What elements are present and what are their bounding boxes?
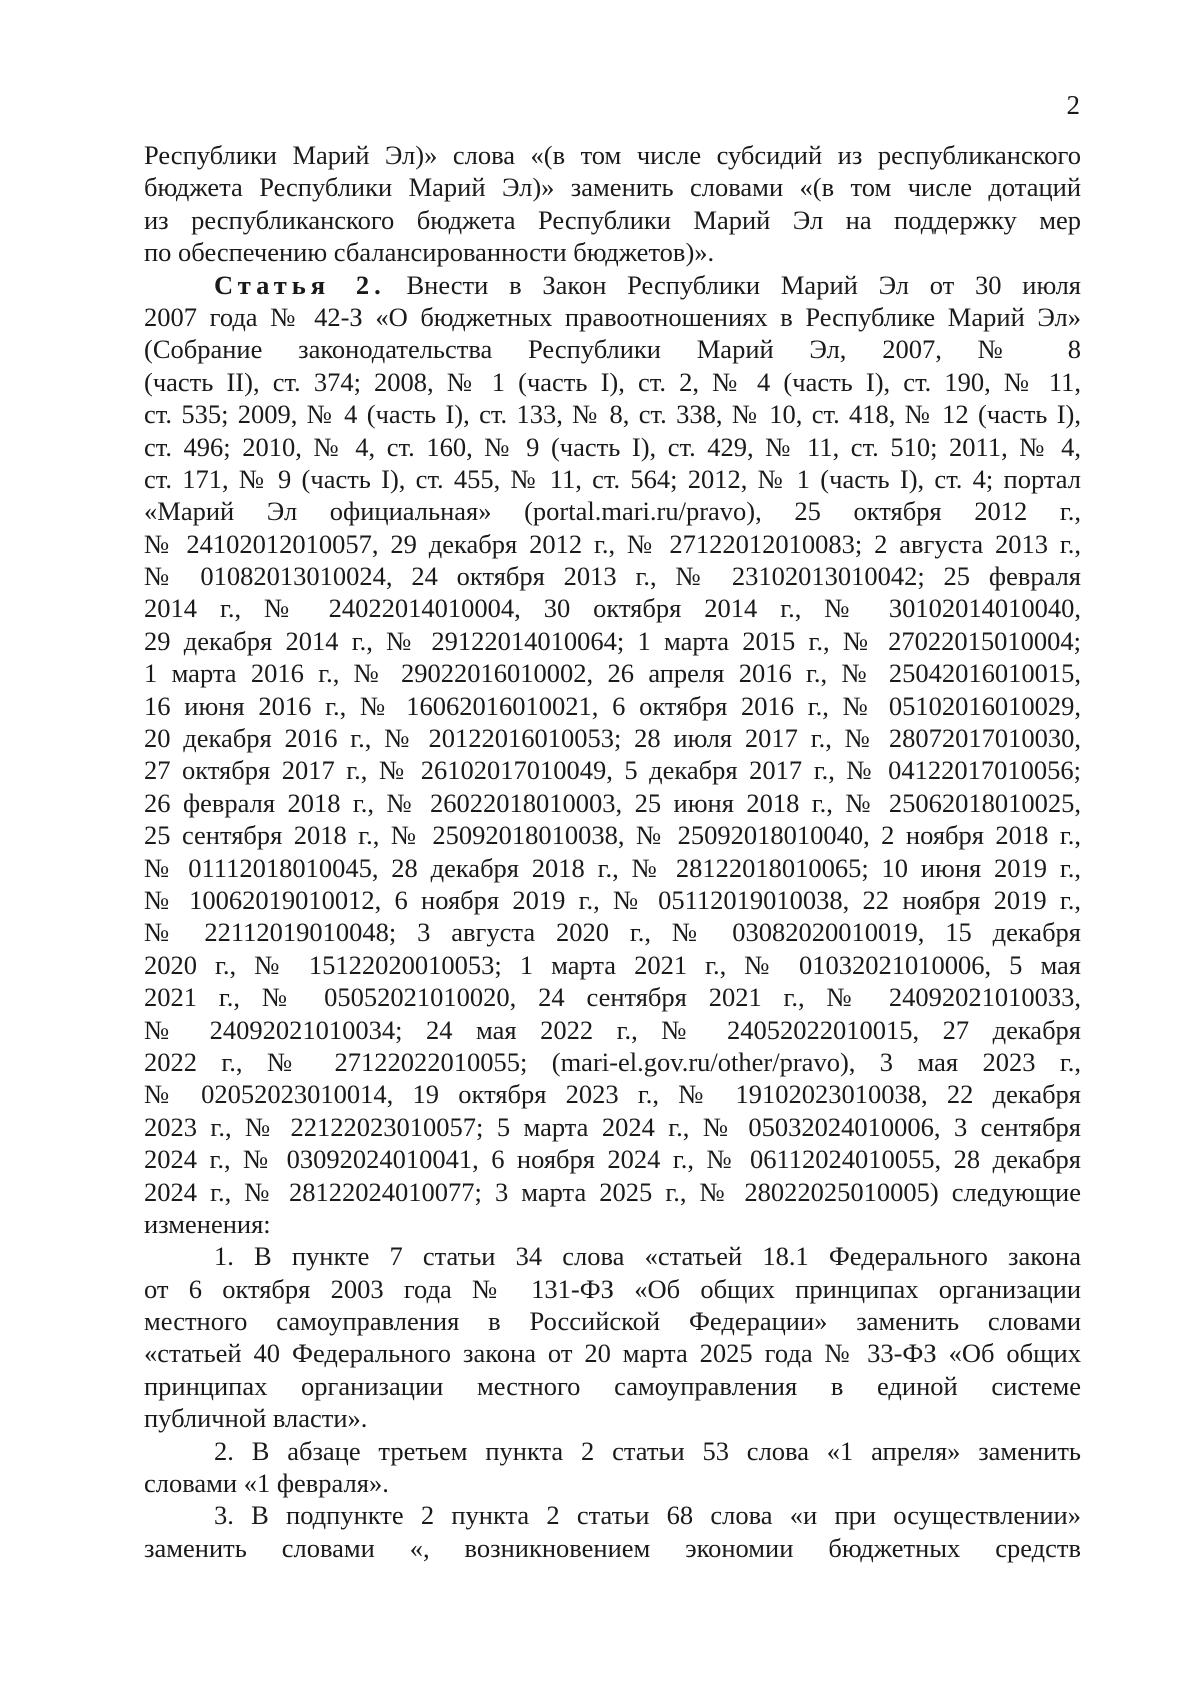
page-number: 2 [1066,90,1080,120]
text-line: словами «1 февраля». [144,1468,389,1499]
text-line: бюджета Республики Марий Эл)» заменить словами «(в том числе дотаций [144,172,1081,203]
item-1-line: 1. В пункте 7 статьи 34 слова «статьей 18.1 Федерального закона [214,1241,1081,1272]
text-line: 26 февраля 2018 г., № 26022018010003, 25 июня 2018 г., № 25062018010025, [144,787,1081,818]
text-line: публичной власти». [144,1403,368,1434]
text-line: из республиканского бюджета Республики Марий Эл на поддержку мер [144,204,1081,235]
text-line: Республики Марий Эл)» слова «(в том числе субсидий из республиканского [144,140,1081,170]
article-2-intro: Внести в Закон Республики Марий Эл от 30 июля [406,269,1081,300]
article-2-label: Статья 2. [214,269,386,300]
text-line: № 02052023010014, 19 октября 2023 г., № 19102023010038, 22 декабря [144,1079,1081,1110]
text-line: по обеспечению сбалансированности бюджетов)». [144,237,715,268]
article-2-heading-line [144,269,1081,301]
text-line: ст. 496; 2010, № 4, ст. 160, № 9 (часть I), ст. 429, № 11, ст. 510; 2011, № 4, [144,431,1081,462]
text-line: 2014 г., № 24022014010004, 30 октября 2014 г., № 30102014010040, [144,593,1081,624]
text-line: 25 сентября 2018 г., № 25092018010038, № 25092018010040, 2 ноября 2018 г., [144,820,1081,851]
text-line: № 01082013010024, 24 октября 2013 г., № 23102013010042; 25 февраля [144,561,1081,592]
text-line: 2023 г., № 22122023010057; 5 марта 2024 г., № 05032024010006, 3 сентября [144,1111,1081,1142]
text-line: 2020 г., № 15122020010053; 1 марта 2021 г., № 01032021010006, 5 мая [144,949,1081,980]
text-line: принципах организации местного самоуправления в единой системе [144,1370,1081,1401]
text-line: (часть II), ст. 374; 2008, № 1 (часть I), ст. 2, № 4 (часть I), ст. 190, № 11, [144,366,1081,397]
document-body [144,139,1081,1564]
text-line: (Собрание законодательства Республики Марий Эл, 2007, № 8 [144,334,1081,365]
text-line: «Марий Эл официальная» (portal.mari.ru/pravo), 25 октября 2012 г., [144,496,1081,527]
text-line: от 6 октября 2003 года № 131-ФЗ «Об общих принципах организации [144,1273,1081,1304]
text-line: № 01112018010045, 28 декабря 2018 г., № 28122018010065; 10 июня 2019 г., [144,852,1081,883]
item-2-line: 2. В абзаце третьем пункта 2 статьи 53 слова «1 апреля» заменить [214,1435,1081,1466]
text-line: 2022 г., № 27122022010055; (mari-el.gov.ru/other/pravo), 3 мая 2023 г., [144,1046,1081,1077]
text-line: ст. 171, № 9 (часть I), ст. 455, № 11, ст. 564; 2012, № 1 (часть I), ст. 4; портал [144,463,1081,494]
text-line: 29 декабря 2014 г., № 29122014010064; 1 марта 2015 г., № 27022015010004; [144,625,1081,656]
text-line: 2024 г., № 28122024010077; 3 марта 2025 г., № 28022025010005) следующие [144,1176,1081,1207]
text-line: 20 декабря 2016 г., № 20122016010053; 28 июля 2017 г., № 28072017010030, [144,723,1081,754]
text-line: № 24092021010034; 24 мая 2022 г., № 24052022010015, 27 декабря [144,1014,1081,1045]
text-line: ст. 535; 2009, № 4 (часть I), ст. 133, № 8, ст. 338, № 10, ст. 418, № 12 (часть I), [144,399,1081,430]
text-line: № 22112019010048; 3 августа 2020 г., № 03082020010019, 15 декабря [144,917,1081,948]
text-line: местного самоуправления в Российской Федерации» заменить словами [144,1306,1081,1337]
text-line: 27 октября 2017 г., № 26102017010049, 5 декабря 2017 г., № 04122017010056; [144,755,1081,786]
text-line: № 10062019010012, 6 ноября 2019 г., № 05112019010038, 22 ноября 2019 г., [144,884,1081,915]
text-line: заменить словами «, возникновением экономии бюджетных средств [144,1532,1081,1563]
text-line: 2024 г., № 03092024010041, 6 ноября 2024 г., № 06112024010055, 28 декабря [144,1144,1081,1175]
text-line: изменения: [144,1208,271,1239]
text-line: 2007 года № 42-З «О бюджетных правоотношениях в Республике Марий Эл» [144,301,1081,332]
text-line: № 24102012010057, 29 декабря 2012 г., № 27122012010083; 2 августа 2013 г., [144,528,1081,559]
text-line: 1 марта 2016 г., № 29022016010002, 26 апреля 2016 г., № 25042016010015, [144,658,1081,689]
text-line: 2021 г., № 05052021010020, 24 сентября 2021 г., № 24092021010033, [144,982,1081,1013]
text-line: «статьей 40 Федерального закона от 20 марта 2025 года № 33-ФЗ «Об общих [144,1338,1081,1369]
item-3-line: 3. В подпункте 2 пункта 2 статьи 68 слова «и при осуществлении» [214,1500,1081,1531]
text-line: 16 июня 2016 г., № 16062016010021, 6 октября 2016 г., № 05102016010029, [144,690,1081,721]
